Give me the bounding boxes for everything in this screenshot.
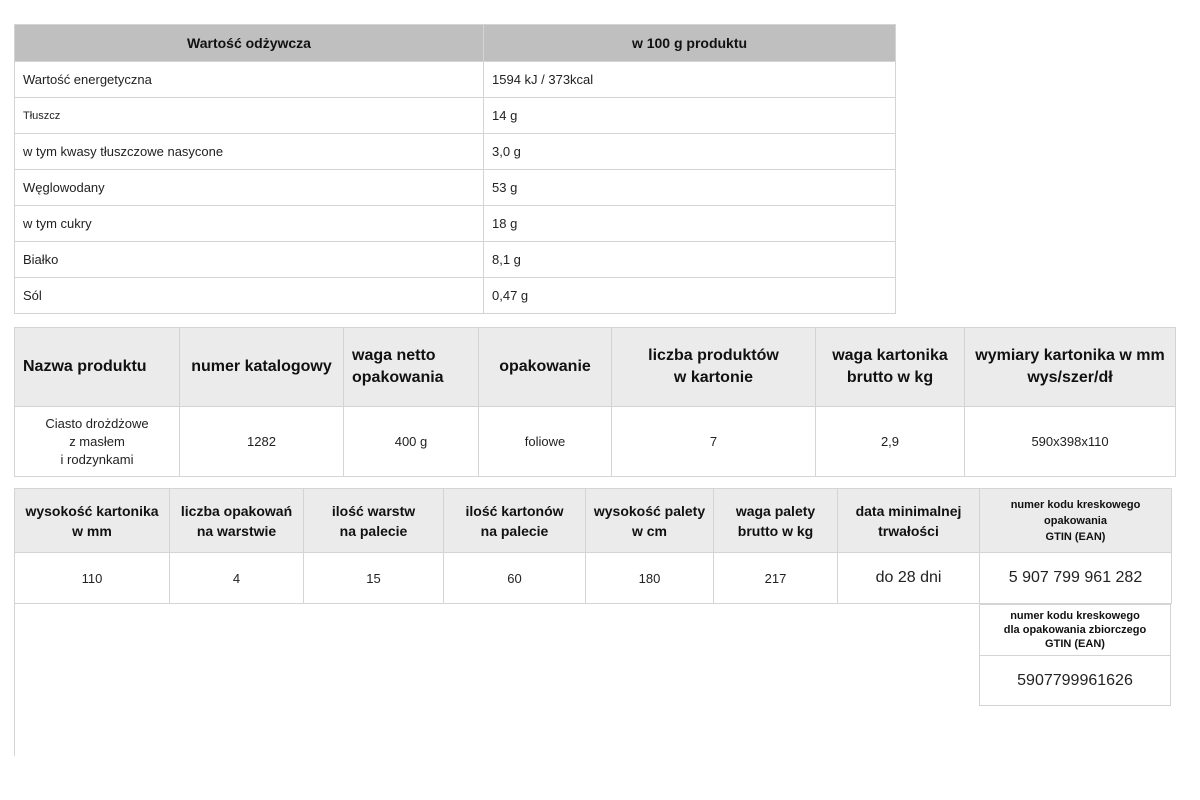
nutrition-row [15,206,896,242]
nutrition-label: Białko [15,242,484,278]
logistics-table [14,488,1172,604]
header-packaging: opakowanie [479,328,612,407]
header-packs-per-layer: liczba opakowań na warstwie [170,489,304,553]
nutrition-table [14,24,896,314]
header-collective-ean: numer kodu kreskowego dla opakowania zbiorczego GTIN (EAN) [980,605,1171,656]
pallet-height: 180 [586,553,714,604]
nutrition-row [15,242,896,278]
header-pallet-gross-weight: waga palety brutto w kg [714,489,838,553]
carton-dimensions: 590x398x110 [965,407,1176,477]
nutrition-header-row [15,25,896,62]
collective-ean: 5907799961626 [980,656,1171,706]
header-carton-height: wysokość kartonika w mm [15,489,170,553]
collective-ean-header-row [980,605,1171,656]
best-before: do 28 dni [838,553,980,604]
product-row [15,407,1176,477]
pallet-gross-weight: 217 [714,553,838,604]
nutrition-label: Węglowodany [15,170,484,206]
layers-per-pallet: 15 [304,553,444,604]
header-pallet-height: wysokość palety w cm [586,489,714,553]
header-product-name: Nazwa produktu [15,328,180,407]
header-products-per-carton: liczba produktów w kartonie [612,328,816,407]
header-catalog-number: numer katalogowy [180,328,344,407]
table-border-line [14,604,15,756]
nutrition-row [15,134,896,170]
nutrition-row [15,170,896,206]
packs-per-layer: 4 [170,553,304,604]
nutrition-value: 0,47 g [484,278,896,314]
product-table [14,327,1176,477]
header-cartons-per-pallet: ilość kartonów na palecie [444,489,586,553]
nutrition-value: 18 g [484,206,896,242]
carton-gross-weight: 2,9 [816,407,965,477]
collective-ean-table [979,604,1171,706]
nutrition-row [15,98,896,134]
nutrition-label: w tym cukry [15,206,484,242]
collective-ean-row [980,656,1171,706]
nutrition-header-name: Wartość odżywcza [15,25,484,62]
header-carton-gross-weight: waga kartonika brutto w kg [816,328,965,407]
cartons-per-pallet: 60 [444,553,586,604]
packaging: foliowe [479,407,612,477]
nutrition-value: 1594 kJ / 373kcal [484,62,896,98]
nutrition-row [15,278,896,314]
nutrition-value: 3,0 g [484,134,896,170]
catalog-number: 1282 [180,407,344,477]
nutrition-label: Wartość energetyczna [15,62,484,98]
header-layers-per-pallet: ilość warstw na palecie [304,489,444,553]
nutrition-value: 14 g [484,98,896,134]
nutrition-value: 8,1 g [484,242,896,278]
nutrition-header-per100g: w 100 g produktu [484,25,896,62]
logistics-header-row [15,489,1172,553]
header-net-weight: waga netto opakowania [344,328,479,407]
unit-ean: 5 907 799 961 282 [980,553,1172,604]
nutrition-value: 53 g [484,170,896,206]
logistics-row [15,553,1172,604]
header-best-before: data minimalnej trwałości [838,489,980,553]
header-carton-dimensions: wymiary kartonika w mm wys/szer/dł [965,328,1176,407]
nutrition-row [15,62,896,98]
header-unit-ean: numer kodu kreskowego opakowania GTIN (EAN) [980,489,1172,553]
product-name: Ciasto drożdżowe z masłem i rodzynkami [15,407,180,477]
nutrition-label: Sól [15,278,484,314]
nutrition-label: w tym kwasy tłuszczowe nasycone [15,134,484,170]
net-weight: 400 g [344,407,479,477]
products-per-carton: 7 [612,407,816,477]
nutrition-label: Tłuszcz [15,98,484,134]
product-header-row [15,328,1176,407]
carton-height: 110 [15,553,170,604]
